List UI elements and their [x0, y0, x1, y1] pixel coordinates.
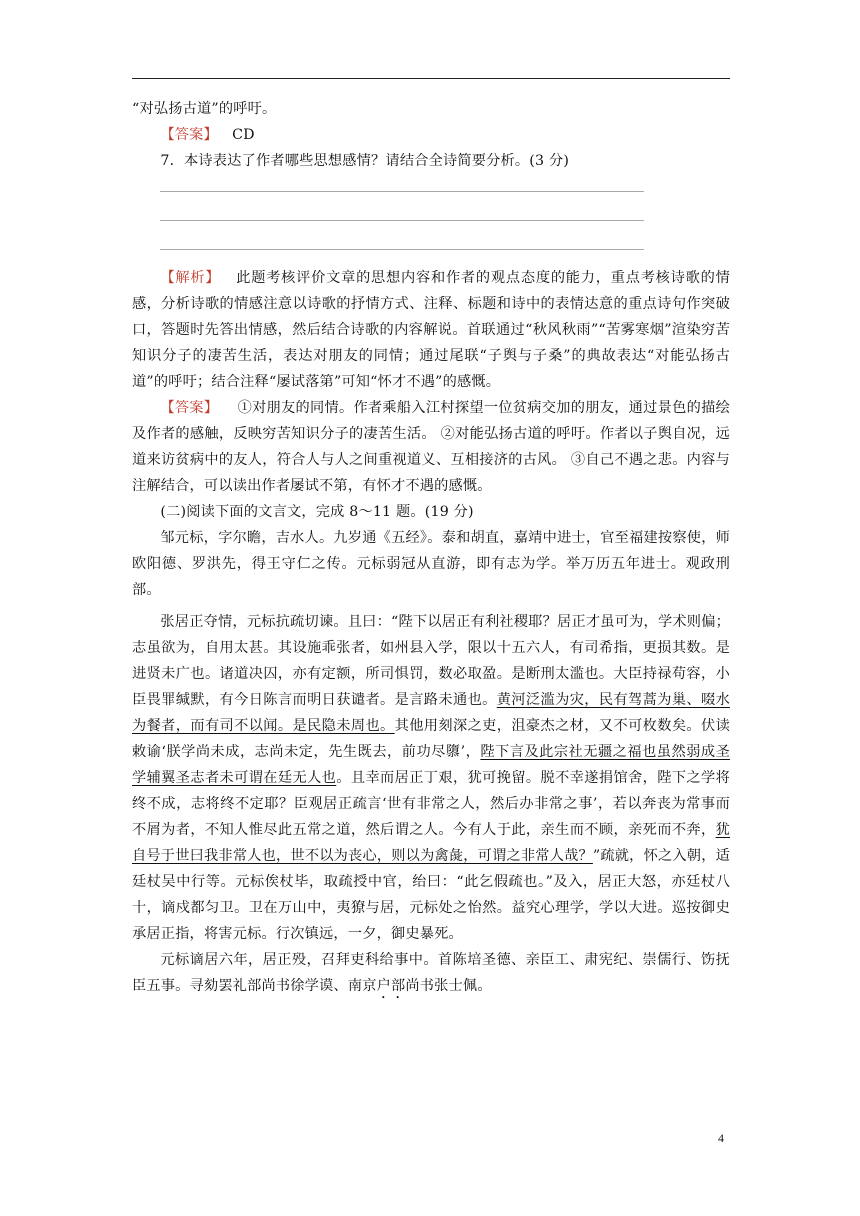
dotted-word: 户部 [376, 978, 406, 994]
passage-paragraph-1: 邹元标，字尔瞻，吉水人。九岁通《五经》。泰和胡直，嘉靖中进士，官至福建按察使，师欧阳德、罗洪先，得王守仁之传。元标弱冠从直游，即有志为学。举万历五年进士。观政刑部。 [132, 530, 730, 598]
passage-text: 。且幸而居正丁艰，犹可挽留。脱不幸遂捐馆舍，陛下之学将终不成，志将终不定耶？臣观居正疏言‘世有非常之人，然后办非常之事’，若以奔丧为常事而不屑为者，不知人惟尽此五常之道，然后谓之人。今有人于此，亲生而不顾，亲死而不奔， [132, 770, 730, 838]
page-number: 4 [718, 1131, 724, 1145]
answer-1 [132, 122, 730, 148]
question-7: 7．本诗表达了作者哪些思想感情？请结合全诗简要分析。(3 分) [160, 153, 570, 169]
passage-paragraph-2 [132, 609, 730, 947]
passage-paragraph-3 [132, 947, 730, 1002]
answer-text: ①对朋友的同情。作者乘船入江村探望一位贫病交加的朋友，通过景色的描绘及作者的感触，反映穷苦知识分子的凄苦生活。 ②对能弘扬古道的呼吁。作者以子舆自况，远道来访贫病中的友人，符合人与人之间重视道义、互相接济的古风。 ③自己不遇之悲。内容与注解结合，可以读出作者屡试不第，有怀才不遇的感慨。 [132, 400, 730, 494]
answer-tag: 【答案】 [160, 127, 218, 143]
passage-text: 张居正夺情，元标抗疏切谏。且曰：“陛下以居正有利社稷耶？居正才虽可为，学术则偏；志虽欲为，自用太甚。其设施乖张者，如州县入学，限以十五六人，有司希指，更损其数。是进贤未广也。诸道决囚，亦有定额，所司惧罚，数必取盈。是断刑太滥也。大臣持禄苟容，小臣畏罪缄默，有今日陈言而明日获谴者。是言路未通也。 [132, 614, 730, 708]
analysis-tag: 【解析】 [160, 270, 221, 286]
answer-tag: 【答案】 [160, 400, 219, 416]
document-body [132, 96, 730, 1002]
answer-continuation: “对弘扬古道”的呼吁。 [132, 101, 277, 117]
passage-text: 尚书张士佩。 [405, 978, 492, 994]
underlined-sentence-2: 陛下言及此宗社无疆之福也虽然弱成圣学辅翼圣志者未可谓在廷无人也 [132, 744, 730, 786]
passage-text: ”疏就，怀之入朝，适廷杖吴中行等。元标俟杖毕，取疏授中官，绐曰：“此乞假疏也。”及入，居正大怒，亦廷杖八十，谪戍都匀卫。卫在万山中，夷獠与居，元标处之怡然。益究心理学，学以大进。巡按御史承居正指，将害元标。行次镇远，一夕，御史暴死。 [132, 848, 730, 942]
section-heading: (二)阅读下面的文言文，完成 8～11 题。(19 分) [160, 504, 474, 520]
passage-text: 其他用刻深之吏，沮豪杰之材，又不可枚数矣。伏读敕谕‘朕学尚未成，志尚未定，先生既去，前功尽隳’， [132, 718, 730, 760]
analysis-text: 此题考核评价文章的思想内容和作者的观点态度的能力，重点考核诗歌的情感，分析诗歌的情感注意以诗歌的抒情方式、注释、标题和诗中的表情达意的重点诗句作突破口，答题时先答出情感，然后结合诗歌的内容解说。首联通过“秋风秋雨”“苦雾寒烟”渲染穷苦知识分子的凄苦生活，表达对朋友的同情；通过尾联“子舆与子桑”的典故表达“对能弘扬古道”的呼吁；结合注释“屡试落第”可知“怀才不遇”的感慨。 [132, 270, 730, 390]
underlined-sentence-3: 犹自号于世曰我非常人也，世不以为丧心，则以为禽彘，可谓之非常人哉？ [132, 822, 730, 864]
header-rule [132, 78, 730, 79]
answer-2 [132, 395, 730, 499]
underlined-sentence-1: 黄河泛滥为灾，民有驾蒿为巢、啜水为餐者，而有司不以闻。是民隐未周也。 [132, 692, 730, 734]
answer-text: CD [232, 127, 255, 143]
passage-text: 元标谪居六年，居正殁，召拜吏科给事中。首陈培圣德、亲臣工、肃宪纪、崇儒行、饬抚臣五事。寻劾罢礼部尚书徐学谟、南京 [132, 952, 730, 994]
analysis-paragraph [132, 265, 730, 395]
